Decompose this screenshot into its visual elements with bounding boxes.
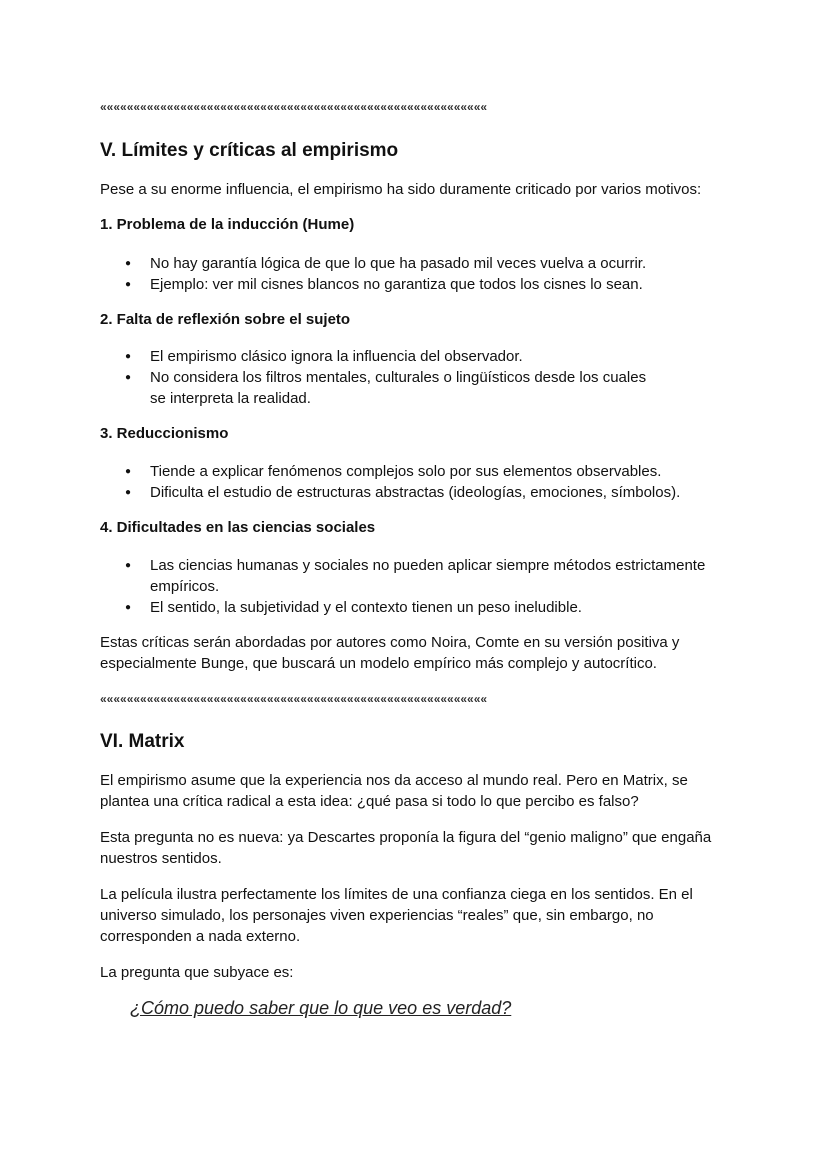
bullet-list [100,555,740,618]
bullet-list [100,461,740,503]
paragraph: La pregunta que subyace es: [100,964,294,981]
paragraph: La película ilustra perfectamente los límites de una confianza ciega en los sentidos. En el universo simulado, los personajes viven experiencias “reales” que, sin embargo, no corresponden a nada externo. [100,886,693,945]
list-item: ● Dificulta el estudio de estructuras abstractas (ideologías, emociones, símbolos). [100,482,740,503]
critique-heading: 2. Falta de reflexión sobre el sujeto [100,311,351,328]
bullet-list [100,346,740,409]
list-item: ● No considera los filtros mentales, culturales o lingüísticos desde los cuales se interpreta la realidad. [100,367,740,409]
section-title: V. Límites y críticas al empirismo [100,140,399,161]
section-title: VI. Matrix [100,731,185,752]
list-item: ● El empirismo clásico ignora la influencia del observador. [100,346,740,367]
section-separator: «««««««««««««««««««««««««««««««««««««««««««««««««««««««««« [100,692,488,706]
list-item: ● Ejemplo: ver mil cisnes blancos no garantiza que todos los cisnes lo sean. [100,274,740,295]
key-question: ¿Cómo puedo saber que lo que veo es verdad? [130,998,512,1018]
critique-heading: 4. Dificultades en las ciencias sociales [100,519,376,536]
paragraph: El empirismo asume que la experiencia nos da acceso al mundo real. Pero en Matrix, se plantea una crítica radical a esta idea: ¿qué pasa si todo lo que percibo es falso? [100,772,688,810]
intro-paragraph: Pese a su enorme influencia, el empirismo ha sido duramente criticado por varios motivos: [100,181,702,198]
list-item: ● Las ciencias humanas y sociales no pueden aplicar siempre métodos estrictamente empíricos. [100,555,740,597]
conclusion-paragraph: Estas críticas serán abordadas por autores como Noira, Comte en su versión positiva y especialmente Bunge, que buscará un modelo empírico más complejo y autocrítico. [100,634,680,672]
critique-heading: 1. Problema de la inducción (Hume) [100,216,355,233]
bullet-list [100,253,740,295]
paragraph: Esta pregunta no es nueva: ya Descartes proponía la figura del “genio maligno” que engaña nuestros sentidos. [100,829,712,867]
critique-heading: 3. Reduccionismo [100,425,229,442]
list-item: ● No hay garantía lógica de que lo que ha pasado mil veces vuelva a ocurrir. [100,253,740,274]
list-item: ● Tiende a explicar fenómenos complejos solo por sus elementos observables. [100,461,740,482]
list-item: ● El sentido, la subjetividad y el contexto tienen un peso ineludible. [100,597,740,618]
section-separator: «««««««««««««««««««««««««««««««««««««««««««««««««««««««««« [100,100,488,114]
